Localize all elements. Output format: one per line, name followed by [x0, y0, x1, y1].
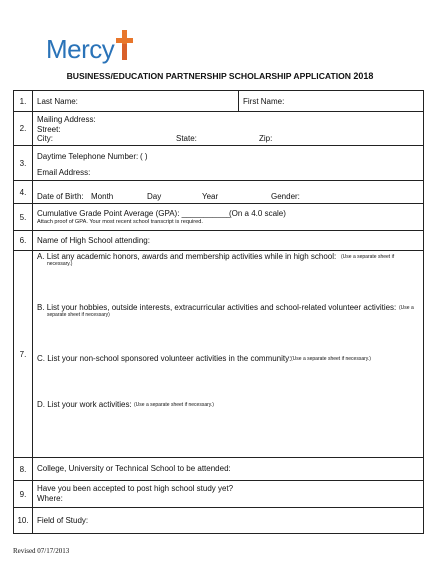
contact-row	[33, 146, 424, 181]
form-title	[0, 71, 440, 81]
high-school-field[interactable]: Name of High School attending:	[37, 236, 150, 245]
row-number-1: 1.	[14, 91, 33, 112]
first-name-field[interactable]: First Name:	[243, 97, 285, 106]
application-form	[13, 90, 424, 534]
birth-row	[33, 181, 424, 204]
field-of-study-field[interactable]: Field of Study:	[37, 516, 89, 525]
state-field[interactable]: State:	[176, 134, 197, 143]
title-main: BUSINESS/EDUCATION PARTNERSHIP SCHOLARSHIP APPLICATION	[66, 71, 351, 81]
gender-field[interactable]: Gender:	[271, 192, 300, 201]
mailing-address-label: Mailing Address:	[37, 115, 96, 124]
zip-field[interactable]: Zip:	[259, 134, 273, 143]
day-field[interactable]: Day	[147, 192, 162, 201]
name-row	[33, 91, 424, 112]
row-number-8: 8.	[14, 458, 33, 481]
year-field[interactable]: Year	[202, 192, 219, 201]
last-name-field[interactable]: Last Name:	[37, 97, 78, 106]
revised-date: Revised 07/17/2013	[13, 547, 70, 555]
month-field[interactable]: Month	[91, 192, 114, 201]
row-number-3: 3.	[14, 146, 33, 181]
street-field[interactable]: Street:	[37, 125, 61, 134]
row-number-4: 4.	[14, 181, 33, 204]
logo-text: Mercy	[46, 34, 115, 64]
mercy-logo	[46, 30, 134, 66]
activities-row	[33, 251, 424, 458]
cross-icon	[114, 30, 134, 62]
gpa-scale-label: (On a 4.0 scale)	[229, 209, 286, 218]
high-school-row	[33, 231, 424, 251]
gpa-field[interactable]: Cumulative Grade Point Average (GPA): ___________	[37, 209, 231, 218]
volunteer-field[interactable]: C. List your non-school sponsored volunteer activities in the community:	[37, 354, 292, 363]
hobbies-field[interactable]: B. List your hobbies, outside interests, extracurricular activities and school-related volunteer activities:	[37, 303, 397, 312]
academic-honors-field[interactable]: A. List any academic honors, awards and membership activities while in high school:	[37, 252, 337, 261]
where-field[interactable]: Where:	[37, 494, 63, 503]
row-number-7: 7.	[14, 251, 33, 458]
accepted-field[interactable]: Have you been accepted to post high school study yet?	[37, 484, 234, 493]
address-row	[33, 112, 424, 146]
work-activities-note: (Use a separate sheet if necessary.)	[134, 402, 214, 408]
volunteer-note: (Use a separate sheet if necessary.)	[291, 356, 371, 362]
date-of-birth-label: Date of Birth:	[37, 192, 84, 201]
row-number-9: 9.	[14, 481, 33, 508]
field-of-study-row	[33, 508, 424, 534]
email-field[interactable]: Email Address:	[37, 168, 91, 177]
acceptance-row	[33, 481, 424, 508]
gpa-note: Attach proof of GPA. Your most recent school transcript is required.	[37, 219, 203, 225]
phone-parentheses: ( )	[140, 152, 148, 161]
row-number-6: 6.	[14, 231, 33, 251]
title-year: 2018	[353, 71, 374, 81]
academic-honors-note: (Use a separate sheet if	[341, 254, 395, 260]
row-number-5: 5.	[14, 204, 33, 231]
row-number-10: 10.	[14, 508, 33, 534]
college-field[interactable]: College, University or Technical School to be attended:	[37, 464, 231, 473]
hobbies-note: (Use a	[399, 305, 414, 311]
academic-honors-note-cont: necessary.)	[47, 261, 73, 267]
phone-field[interactable]: Daytime Telephone Number:	[37, 152, 139, 161]
gpa-row	[33, 204, 424, 231]
college-row	[33, 458, 424, 481]
hobbies-note-cont: separate sheet if necessary)	[47, 312, 110, 318]
row-number-2: 2.	[14, 112, 33, 146]
city-field[interactable]: City:	[37, 134, 53, 143]
work-activities-field[interactable]: D. List your work activities:	[37, 400, 132, 409]
